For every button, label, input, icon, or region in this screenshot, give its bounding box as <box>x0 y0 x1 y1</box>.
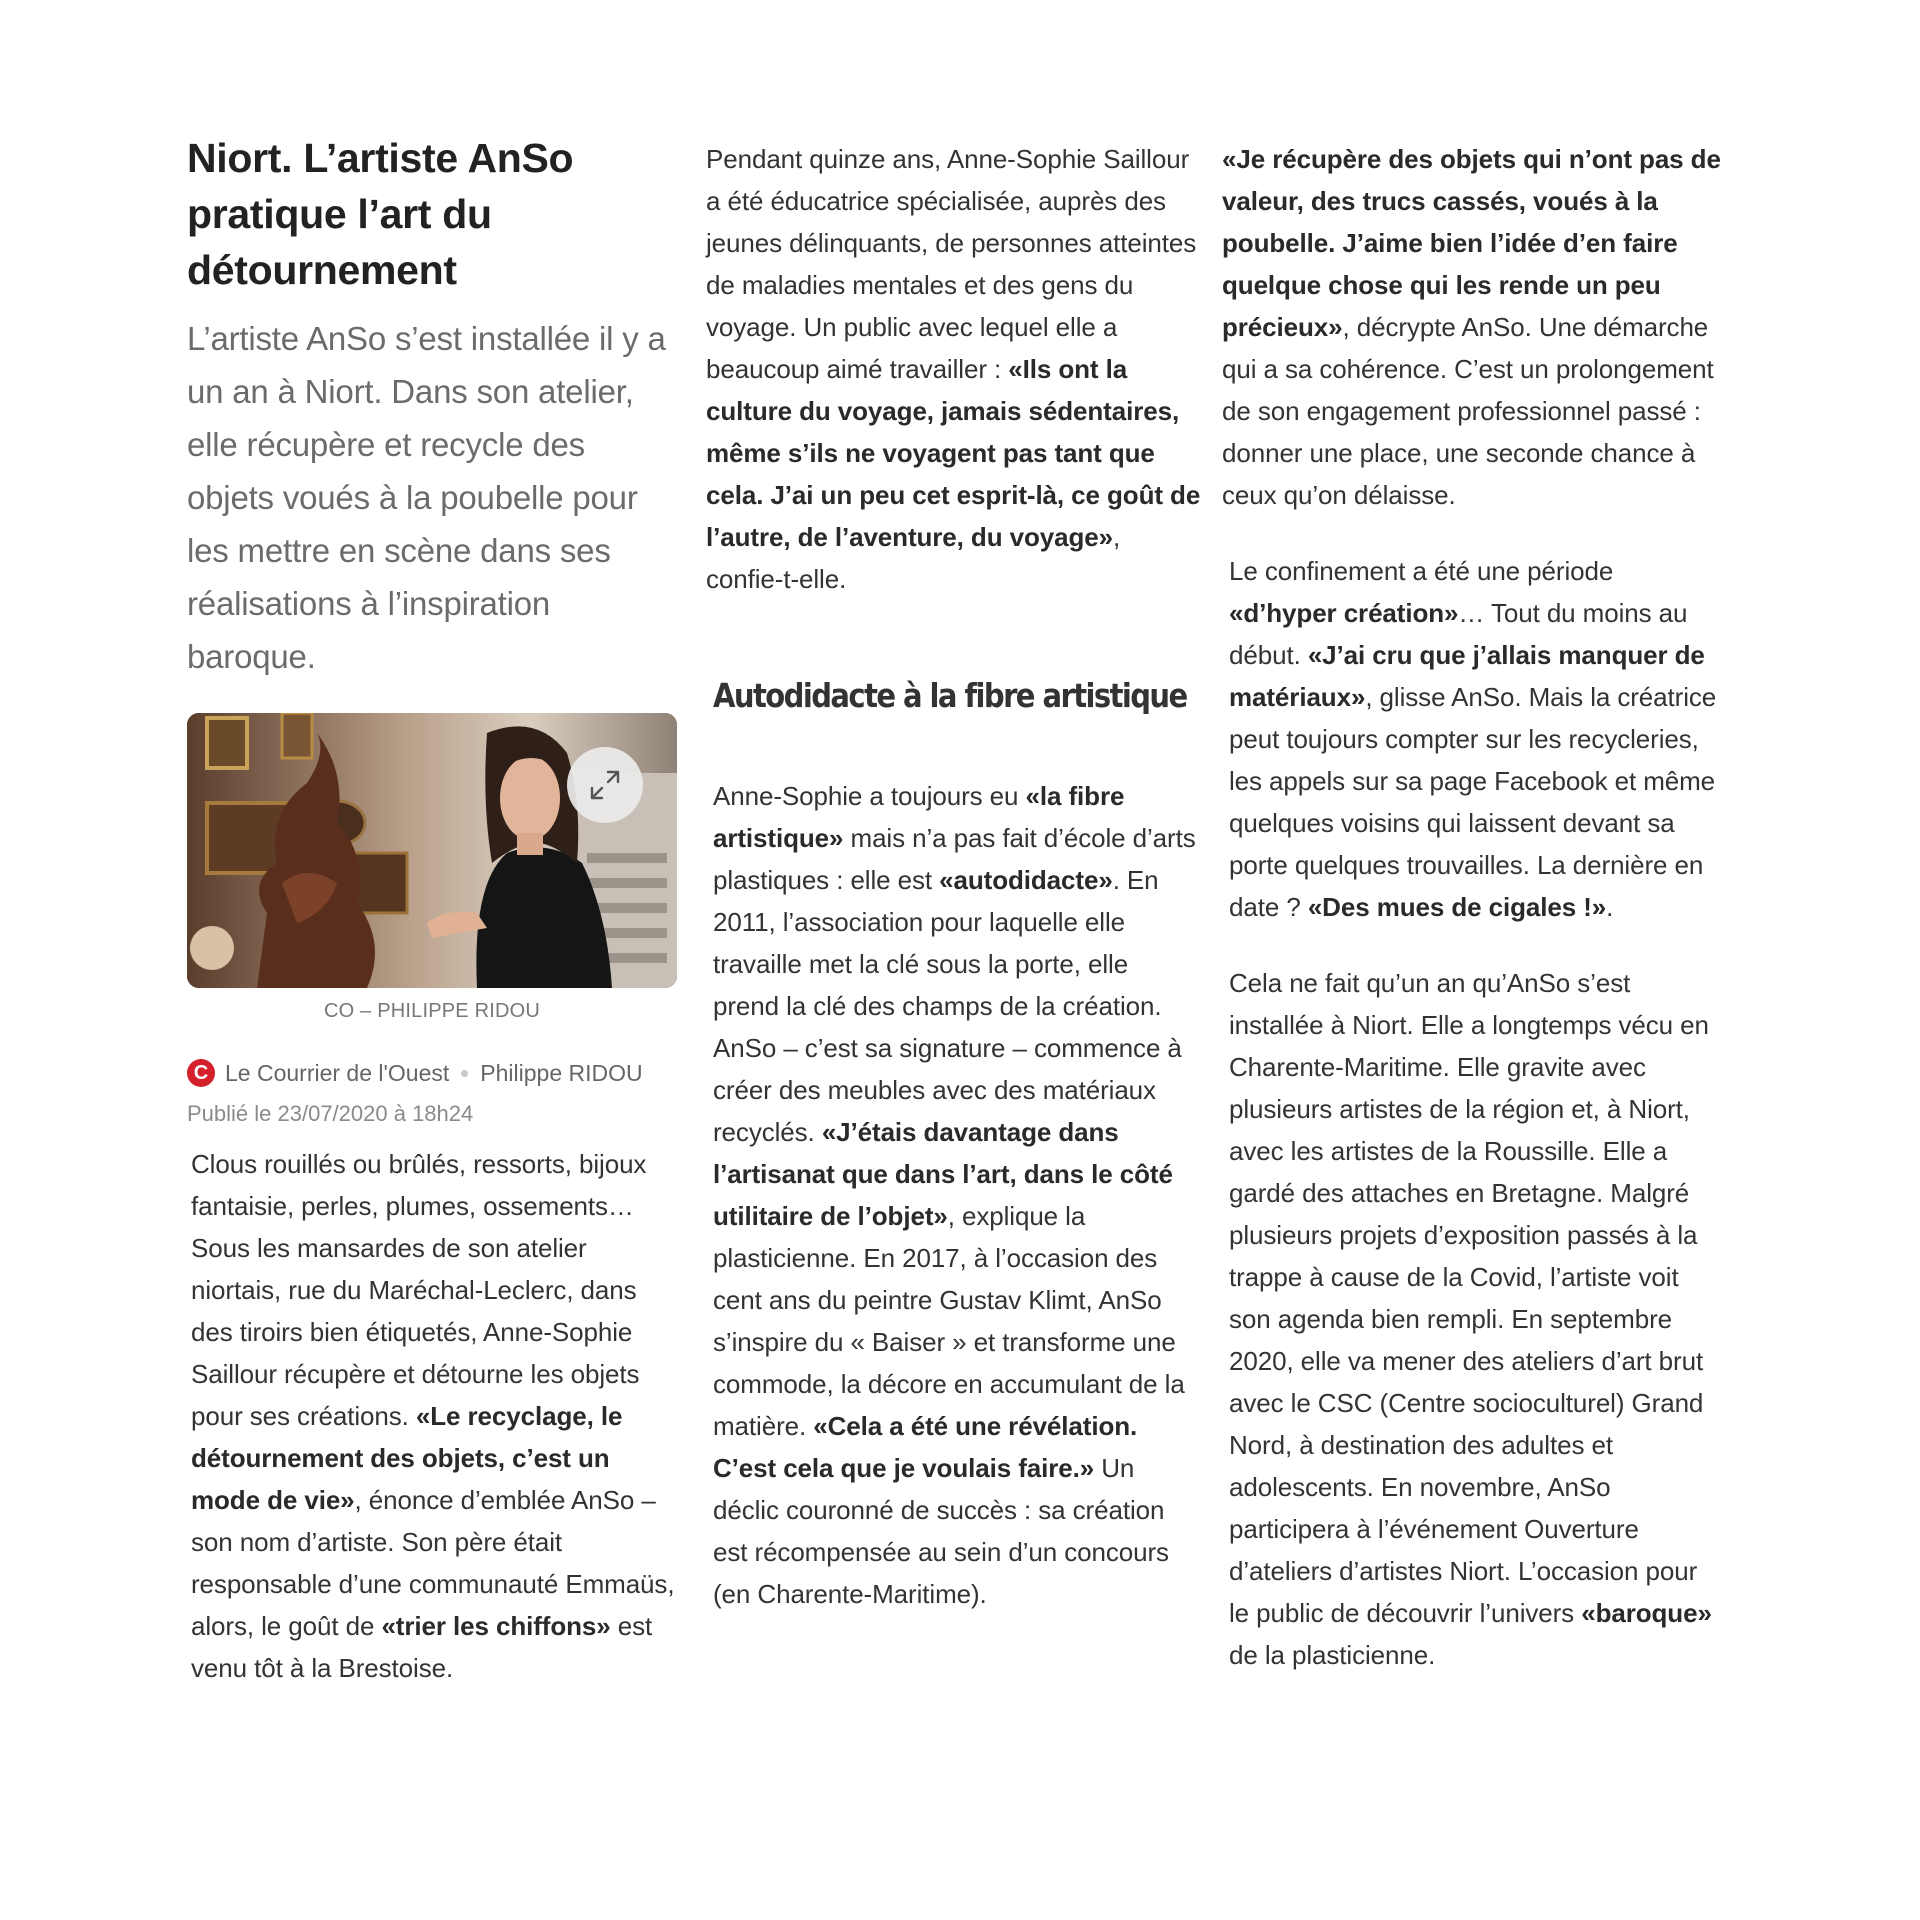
paragraph-1 <box>187 1143 677 1689</box>
quote: «J’étais davantage dans l’artisanat que dans l’art, dans le côté utilitaire de l’objet» <box>713 1117 1173 1231</box>
paragraph-text: de la plasticienne. <box>1229 1640 1436 1670</box>
quote: «Cela a été une révélation. C’est cela que je voulais faire.» <box>713 1411 1138 1483</box>
paragraph-text: mais n’a pas fait d’école d’arts plastiques : elle est <box>713 823 1196 895</box>
paragraph-text: Anne-Sophie a toujours eu <box>713 781 1026 811</box>
photo-caption: CO – PHILIPPE RIDOU <box>323 1000 541 1022</box>
expand-icon <box>588 768 622 802</box>
column-right <box>1222 138 1722 1676</box>
quote: «trier les chiffons» <box>381 1611 611 1641</box>
quote: «autodidacte» <box>939 865 1113 895</box>
paragraph-text: Le confinement a été une période <box>1229 556 1614 586</box>
source-name[interactable]: Le Courrier de l'Ouest <box>225 1059 450 1086</box>
quote: «J’ai cru que j’allais manquer de matériaux» <box>1229 640 1705 712</box>
expand-image-button[interactable] <box>567 747 643 823</box>
courrier-logo-icon: C <box>187 1059 215 1087</box>
paragraph-3 <box>713 775 1201 1615</box>
paragraph-text: est venu tôt à la Brestoise. <box>191 1611 653 1683</box>
paragraph-6 <box>1222 962 1722 1676</box>
paragraph-text: , glisse AnSo. Mais la créatrice peut toujours compter sur les recycleries, les appels sur sa page Facebook et même quelques voisins qui laissent devant sa porte quelques trouvailles. La dernière en date ? <box>1229 682 1717 922</box>
article-lead: L’artiste AnSo s’est installée il y a un an à Niort. Dans son atelier, elle récupère et recycle des objets voués à la poubelle pour les mettre en scène dans ses réalisations à l’inspiration baroque. <box>187 320 666 675</box>
paragraph-text: Cela ne fait qu’un an qu’AnSo s’est installée à Niort. Elle a longtemps vécu en Charente-Maritime. Elle gravite avec plusieurs artistes de la région et, à Niort, avec les artistes de la Roussille. Elle a gardé des attaches en Bretagne. Malgré plusieurs projets d’exposition passés à la trappe à cause de la Covid, l’artiste voit son agenda bien rempli. En septembre 2020, elle va mener des ateliers d’art brut avec le CSC (Centre socioculturel) Grand Nord, à destination des adultes et adolescents. En novembre, AnSo participera à l’événement Ouverture d’ateliers d’artistes Niort. L’occasion pour le public de découvrir l’univers <box>1229 968 1709 1628</box>
separator-dot <box>461 1070 468 1077</box>
column-left <box>187 130 677 1689</box>
paragraph-text: , énonce d’emblée AnSo – son nom d’artiste. Son père était responsable d’une communauté Emmaüs, alors, le goût de <box>191 1485 675 1641</box>
quote: «Ils ont la culture du voyage, jamais sédentaires, même s’ils ne voyagent pas tant que cela. J’ai un peu cet esprit-là, ce goût de l’autre, de l’aventure, du voyage» <box>706 354 1201 552</box>
paragraph-text: … Tout du moins au début. <box>1229 598 1688 670</box>
paragraph-text: Clous rouillés ou brûlés, ressorts, bijoux fantaisie, perles, plumes, ossements… Sous les mansardes de son atelier niortais, rue du Maréchal-Leclerc, dans des tiroirs bien étiquetés, Anne-Sophie Saillour récupère et détourne les objets pour ses créations. <box>191 1149 647 1431</box>
paragraph-4 <box>1222 138 1722 516</box>
author-name[interactable]: Philippe RIDOU <box>480 1059 643 1086</box>
column-middle <box>706 138 1201 1615</box>
paragraph-text: Un déclic couronné de succès : sa création est récompensée au sein d’un concours (en Charente-Maritime). <box>713 1453 1169 1609</box>
paragraph-text: . En 2011, l’association pour laquelle elle travaille met la clé sous la porte, elle prend la clé des champs de la création. AnSo – c’est sa signature – commence à créer des meubles avec des matériaux recyclés. <box>713 865 1182 1147</box>
paragraph-text: . <box>1606 892 1614 922</box>
article-title: Niort. L’artiste AnSo pratique l’art du détournement <box>187 135 574 293</box>
section <box>706 676 1201 1615</box>
paragraph-2 <box>706 138 1201 600</box>
quote: «Des mues de cigales !» <box>1307 892 1607 922</box>
quote: «Je récupère des objets qui n’ont pas de valeur, des trucs cassés, voués à la poubelle. J’aime bien l’idée d’en faire quelque chose qui les rende un peu précieux» <box>1222 144 1721 342</box>
paragraph-text: , explique la plasticienne. En 2017, à l’occasion des cent ans du peintre Gustav Klimt, AnSo s’inspire du « Baiser » et transforme une commode, la décore en accumulant de la matière. <box>713 1201 1185 1441</box>
quote: «baroque» <box>1581 1598 1712 1628</box>
quote: «d’hyper création» <box>1229 598 1459 628</box>
paragraph-5 <box>1222 550 1722 928</box>
byline <box>187 1057 677 1089</box>
publication-date: Publié le 23/07/2020 à 18h24 <box>187 1101 474 1126</box>
quote: «Le recyclage, le détournement des objets, c’est un mode de vie» <box>191 1401 623 1515</box>
section-heading: Autodidacte à la fibre artistique <box>713 676 1187 715</box>
paragraph-text: Pendant quinze ans, Anne-Sophie Saillour a été éducatrice spécialisée, auprès des jeunes délinquants, de personnes atteintes de maladies mentales et des gens du voyage. Un public avec lequel elle a beaucoup aimé travailler : <box>706 144 1197 384</box>
article-photo[interactable] <box>187 713 677 988</box>
quote: «la fibre artistique» <box>713 781 1125 853</box>
paragraph-text: , décrypte AnSo. Une démarche qui a sa cohérence. C’est un prolongement de son engagement professionnel passé : donner une place, une seconde chance à ceux qu’on délaisse. <box>1222 312 1714 510</box>
paragraph-text: , confie-t-elle. <box>706 522 1121 594</box>
